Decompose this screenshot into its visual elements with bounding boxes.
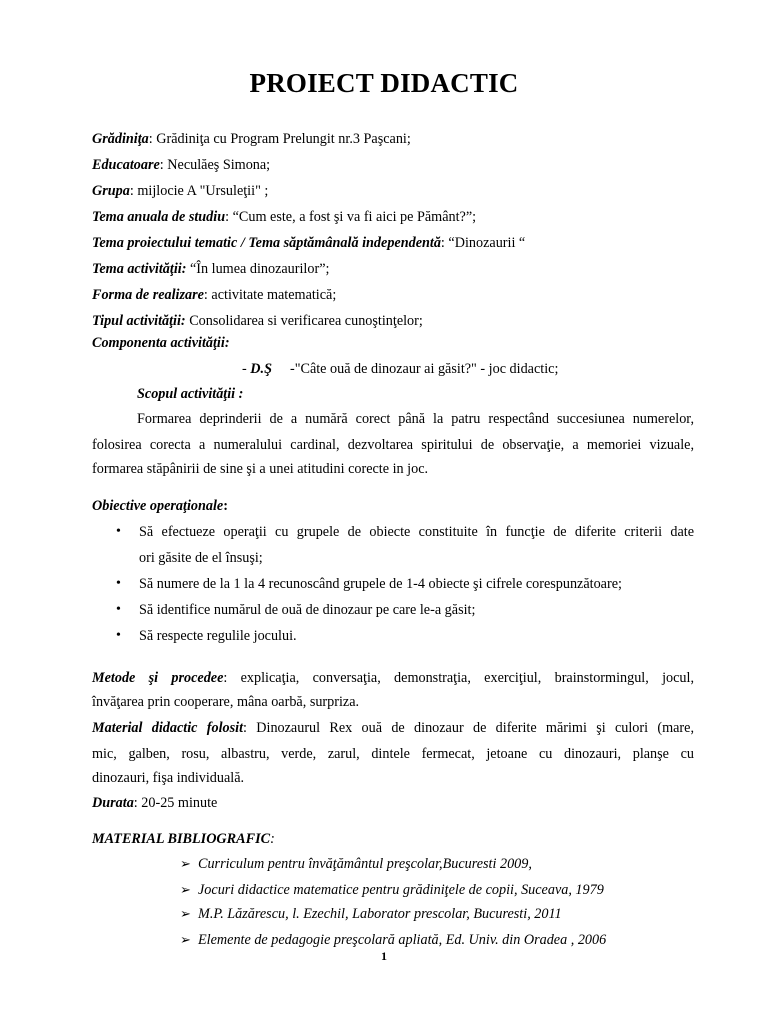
bibliography-item: Curriculum pentru învăţământul preşcolar,Bucuresti 2009, xyxy=(198,856,532,872)
field-label: Grupa xyxy=(92,183,130,199)
field-gradinita xyxy=(92,130,411,148)
methods-label: Metode şi procedee xyxy=(92,670,224,686)
field-value: Grădiniţa cu Program Prelungit nr.3 Paşcani; xyxy=(156,131,411,147)
material-line: dinozauri, fişa individuală. xyxy=(92,770,245,786)
material-text: : Dinozaurul Rex ouă de dinozaur de diferite mărimi şi culori (mare, xyxy=(243,720,695,736)
field-educatoare xyxy=(92,156,270,174)
material-line: mic, galben, rosu, albastru, verde, zarul, dintele fermecat, jetoane cu dinozauri, planşe cu xyxy=(92,746,694,762)
field-label: Educatoare xyxy=(92,157,160,173)
duration-label: Durata xyxy=(92,795,134,811)
material-line xyxy=(92,719,694,737)
field-sep: : xyxy=(159,157,168,173)
field-label: Tema anuala de studiu xyxy=(92,209,226,225)
methods-line: învăţarea prin cooperare, mâna oarbă, surpriza. xyxy=(92,694,360,710)
material-label: Material didactic folosit xyxy=(92,720,244,736)
objectives-colon: : xyxy=(223,498,228,514)
objective-line: Să efectueze operaţii cu grupele de obiecte constituite în funcţie de diferite criterii date xyxy=(139,524,694,540)
bullet-icon: • xyxy=(116,628,121,643)
objective-line: Să numere de la 1 la 4 recunoscând grupele de 1-4 obiecte şi cifrele corespunzătoare; xyxy=(139,576,622,592)
field-value: activitate matematică; xyxy=(211,287,337,303)
objectives-heading xyxy=(92,497,228,515)
objectives-label: Obiective operaţionale xyxy=(92,498,224,514)
component-abbr: D.Ş xyxy=(250,361,272,377)
component-line xyxy=(242,360,558,378)
field-label: Componenta activităţii: xyxy=(92,335,230,351)
field-componenta xyxy=(92,334,230,352)
field-value: “În lumea dinozaurilor”; xyxy=(189,261,330,277)
field-tema-activitatii xyxy=(92,260,329,278)
objective-line: ori găsite de el însuşi; xyxy=(139,550,263,566)
bibliography-item: M.P. Lăzărescu, l. Ezechil, Laborator prescolar, Bucuresti, 2011 xyxy=(198,906,562,922)
bullet-icon: • xyxy=(116,576,121,591)
bibliography-item: Elemente de pedagogie preşcolară apliată, Ed. Univ. din Oradea , 2006 xyxy=(198,932,607,948)
bibliography-label: MATERIAL BIBLIOGRAFIC xyxy=(92,831,271,847)
field-tema-proiect xyxy=(92,234,525,252)
field-label: Tipul activităţii: xyxy=(92,313,186,329)
bullet-icon: • xyxy=(116,602,121,617)
field-label: Tema proiectului tematic / Tema săptămânală independentă xyxy=(92,235,441,251)
scope-line: Formarea deprinderii de a numără corect până la patru respectând succesiunea numerelor, xyxy=(137,411,694,427)
page-title: PROIECT DIDACTIC xyxy=(249,68,519,98)
component-value: -"Câte ouă de dinozaur ai găsit?" - joc didactic; xyxy=(289,361,559,377)
objective-line: Să respecte regulile jocului. xyxy=(139,628,297,644)
field-value: Consolidarea si verificarea cunoştinţelor; xyxy=(189,313,423,329)
methods-line xyxy=(92,669,694,687)
page-number: 1 xyxy=(381,949,387,963)
scope-line: folosirea corecta a numeralului cardinal, dezvoltarea spiritului de observaţie, a memoriei vizuale, xyxy=(92,437,694,453)
field-value: mijlocie A "Ursuleţii" ; xyxy=(137,183,269,199)
arrow-bullet-icon: ➢ xyxy=(180,906,191,921)
methods-text: : explicaţia, conversaţia, demonstraţia, exerciţiul, brainstormingul, jocul, xyxy=(223,670,694,686)
field-sep: : xyxy=(148,131,157,147)
field-grupa xyxy=(92,182,268,200)
field-label: Grădiniţa xyxy=(92,131,149,147)
duration-line xyxy=(92,794,217,812)
field-label: Tema activităţii: xyxy=(92,261,187,277)
field-value: Neculăeş Simona; xyxy=(167,157,271,173)
field-forma-realizare xyxy=(92,286,336,304)
objective-line: Să identifice numărul de ouă de dinozaur pe care le-a găsit; xyxy=(139,602,476,618)
bibliography-heading xyxy=(92,830,275,848)
component-dash: - xyxy=(242,361,251,377)
scope-line: formarea stăpânirii de sine şi a unei atitudini corecte in joc. xyxy=(92,461,429,477)
field-value: “Dinozaurii “ xyxy=(448,235,526,251)
field-label: Forma de realizare xyxy=(92,287,204,303)
bibliography-colon: : xyxy=(270,831,275,847)
field-tema-anuala xyxy=(92,208,476,226)
scope-label xyxy=(137,385,243,403)
field-sep: : xyxy=(203,287,212,303)
field-tipul-activitatii xyxy=(92,312,423,330)
duration-value: : 20-25 minute xyxy=(133,795,218,811)
field-sep: : xyxy=(129,183,138,199)
arrow-bullet-icon: ➢ xyxy=(180,856,191,871)
bullet-icon: • xyxy=(116,524,121,539)
field-sep: : xyxy=(225,209,233,225)
field-value: “Cum este, a fost şi va fi aici pe Pământ?”; xyxy=(232,209,477,225)
arrow-bullet-icon: ➢ xyxy=(180,882,191,897)
scope-label-text: Scopul activităţii : xyxy=(137,386,244,402)
arrow-bullet-icon: ➢ xyxy=(180,932,191,947)
field-sep: : xyxy=(440,235,449,251)
bibliography-item: Jocuri didactice matematice pentru grădiniţele de copii, Suceava, 1979 xyxy=(198,882,604,898)
